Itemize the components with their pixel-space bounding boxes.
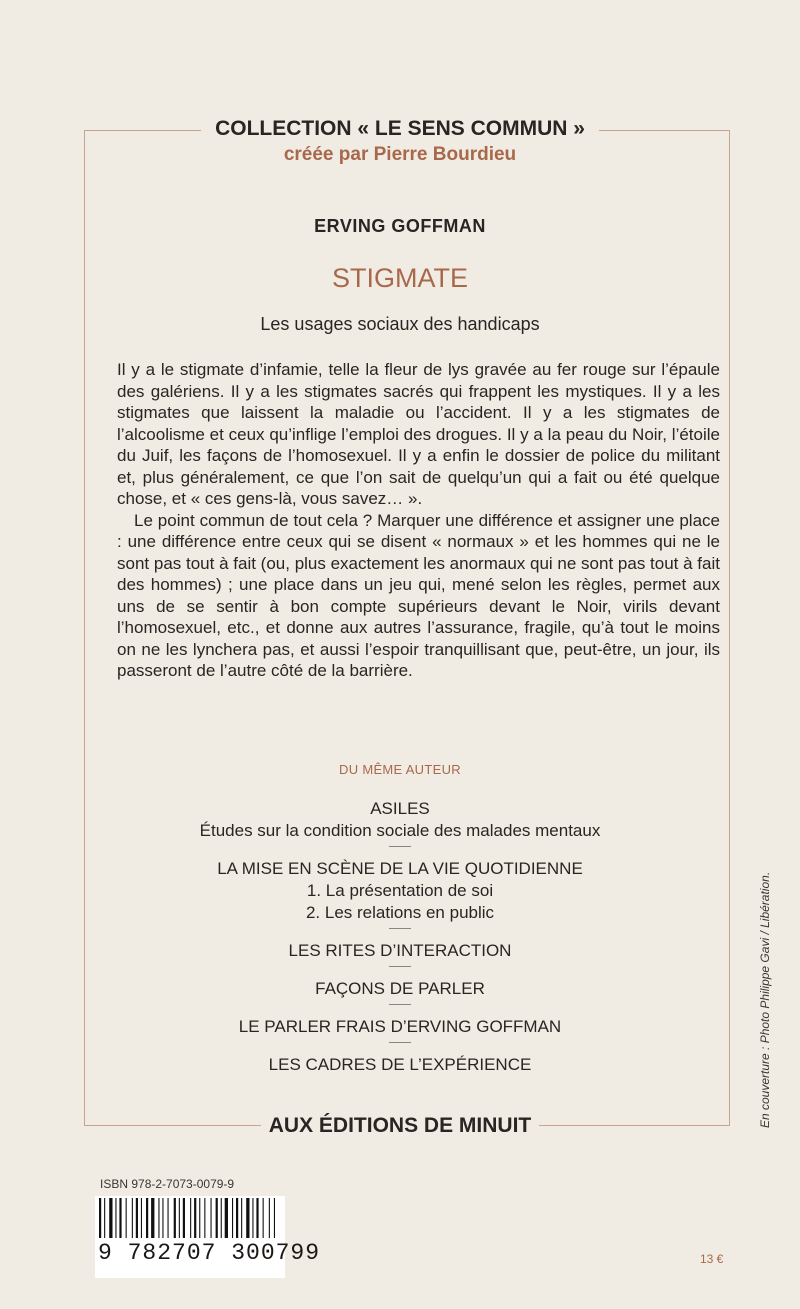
cover-credit: En couverture : Photo Philippe Gavi / Libération.	[758, 871, 772, 1128]
work-item	[0, 978, 800, 1000]
work-separator	[389, 1004, 411, 1005]
collection-founder: créée par Pierre Bourdieu	[283, 144, 517, 165]
blurb-paragraph-1: Il y a le stigmate d’infamie, telle la fleur de lys gravée au fer rouge sur l’épaule des galériens. Il y a les stigmates sacrés qui frappent les mystiques. Il y a les stigmates que laissent la maladie ou l’accident. Il y a les stigmates de l’alcoolisme et ceux qu’inflige l’emploi des drogues. Il y a la peau du Noir, l’étoile du Juif, les façons de l’homosexuel. Il y a enfin le dossier de police du militant et, plus généralement, ce que l’on sait de quelqu’un qui a fait ou été quelque chose, et « ces gens-là, vous savez… ».	[117, 360, 720, 508]
work-item	[0, 1054, 800, 1076]
work-separator	[389, 928, 411, 929]
publisher-footer	[0, 1113, 800, 1139]
publisher-name: AUX ÉDITIONS DE MINUIT	[261, 1113, 540, 1139]
work-title: FAÇONS DE PARLER	[315, 979, 485, 998]
book-title: STIGMATE	[331, 263, 468, 293]
work-volume: 2. Les relations en public	[305, 903, 495, 922]
work-title: LE PARLER FRAIS D’ERVING GOFFMAN	[238, 1017, 562, 1036]
price: 13 €	[700, 1252, 724, 1266]
work-item	[0, 858, 800, 924]
work-separator	[389, 846, 411, 847]
blurb-paragraph-2: Le point commun de tout cela ? Marquer une différence et assigner une place : une différence entre ceux qui se disent « normaux » et les hommes qui ne le sont pas tout à fait (ou, plus exactement les anormaux qui ne sont pas tout à fait des hommes) ; une place dans un jeu qui, mené selon les règles, permet aux uns de se sentir à bon compte supérieurs devant le Noir, virils devant l’homosexuel, etc., et donne aux autres l’assurance, fragile, qu’à tout le moins on ne les lynchera pas, et aussi l’espoir tranquillisant que, peut-être, un jour, ils passeront de l’autre côté de la barrière.	[117, 510, 720, 680]
book-author: ERVING GOFFMAN	[314, 216, 486, 236]
same-author-heading: DU MÊME AUTEUR	[339, 762, 461, 777]
work-title: LES RITES D’INTERACTION	[288, 941, 512, 960]
collection-header	[0, 116, 800, 167]
same-author-list	[0, 798, 800, 1076]
book-subtitle: Les usages sociaux des handicaps	[260, 314, 540, 334]
work-title: LA MISE EN SCÈNE DE LA VIE QUOTIDIENNE	[217, 859, 583, 878]
collection-name: COLLECTION « LE SENS COMMUN »	[201, 116, 599, 142]
work-title: ASILES	[370, 799, 430, 818]
work-item	[0, 940, 800, 962]
work-volume: 1. La présentation de soi	[306, 881, 494, 900]
work-separator	[389, 966, 411, 967]
isbn: ISBN 978-2-7073-0079-9	[100, 1177, 235, 1191]
work-item	[0, 798, 800, 842]
barcode-digits: 9 782707 300799	[98, 1240, 321, 1266]
blurb	[117, 359, 720, 682]
work-separator	[389, 1042, 411, 1043]
work-title: LES CADRES DE L’EXPÉRIENCE	[268, 1055, 532, 1074]
work-item	[0, 1016, 800, 1038]
work-subtitle: Études sur la condition sociale des malades mentaux	[199, 821, 601, 840]
